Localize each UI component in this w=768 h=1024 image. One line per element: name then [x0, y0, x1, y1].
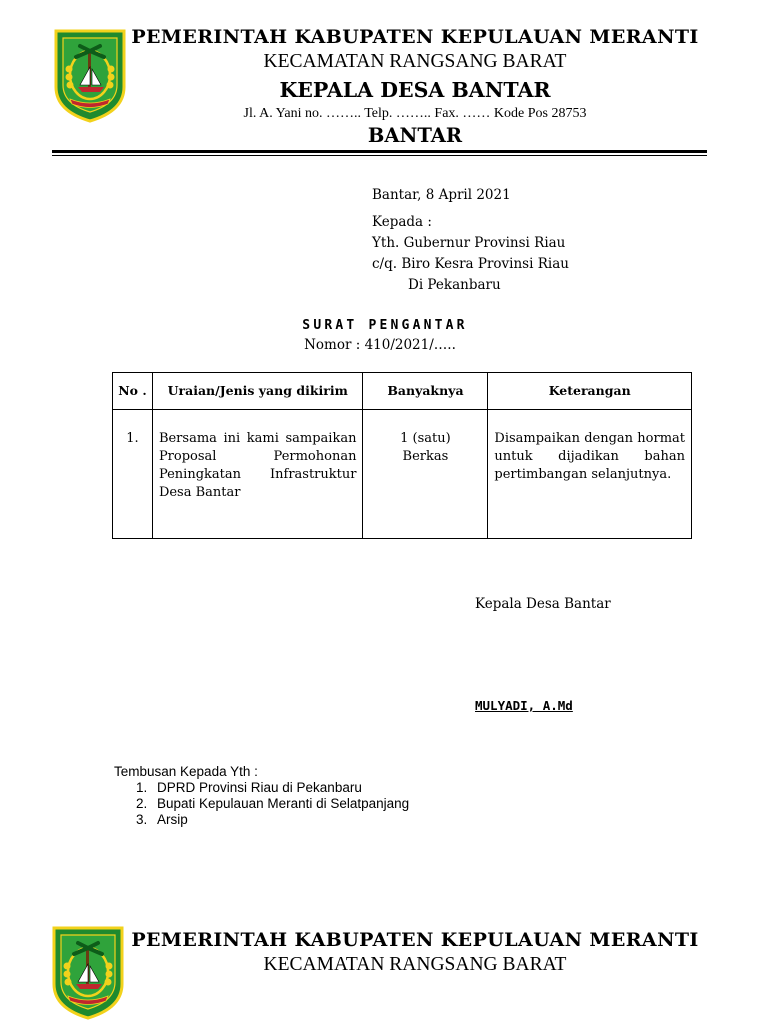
list-item: 3. Arsip: [136, 812, 188, 827]
footer-letterhead-government: PEMERINTAH KABUPATEN KEPULAUAN MERANTI: [131, 929, 699, 951]
items-table: [112, 372, 692, 539]
letterhead-government: PEMERINTAH KABUPATEN KEPULAUAN MERANTI: [131, 26, 699, 48]
list-item: 1. DPRD Provinsi Riau di Pekanbaru: [136, 780, 362, 795]
table-header-row: [113, 373, 692, 410]
letterhead-village-head: KEPALA DESA BANTAR: [279, 78, 551, 102]
letterhead-address: Jl. A. Yani no. …….. Telp. …….. Fax. …… Kode Pos 28753: [243, 106, 587, 121]
recipient-line-1: Yth. Gubernur Provinsi Riau: [372, 235, 566, 251]
cell-description: Bersama ini kami sampaikan Proposal Permohonan Peningkatan Infrastruktur Desa Bantar: [152, 410, 363, 539]
cc-list: [136, 780, 409, 828]
footer-letterhead-district: KECAMATAN RANGSANG BARAT: [263, 954, 567, 975]
letterhead-village-name: BANTAR: [367, 124, 463, 147]
cell-quantity: 1 (satu) Berkas: [363, 410, 488, 539]
recipient-label: Kepada :: [372, 214, 432, 230]
cell-no: 1.: [113, 410, 153, 539]
letterhead-divider-thin: [52, 155, 707, 156]
letter-title: SURAT PENGANTAR: [302, 318, 468, 333]
recipient-line-2: c/q. Biro Kesra Provinsi Riau: [372, 256, 569, 272]
table-row: [113, 410, 692, 539]
header-no: No .: [113, 373, 153, 410]
header-description: Uraian/Jenis yang dikirim: [152, 373, 363, 410]
cell-remarks: Disampaikan dengan hormat untuk dijadikan bahan pertimbangan selanjutnya.: [488, 410, 692, 539]
signature-title: Kepala Desa Bantar: [475, 596, 611, 612]
recipient-line-3: Di Pekanbaru: [408, 277, 501, 293]
signature-name: MULYADI, A.Md: [475, 698, 573, 713]
letter-number: Nomor : 410/2021/…..: [304, 337, 456, 353]
header-quantity: Banyaknya: [363, 373, 488, 410]
letterhead-district: KECAMATAN RANGSANG BARAT: [263, 51, 567, 72]
cc-label: Tembusan Kepada Yth :: [114, 764, 258, 779]
list-item: 2. Bupati Kepulauan Meranti di Selatpanjang: [136, 796, 410, 811]
date-place: Bantar, 8 April 2021: [372, 187, 511, 203]
header-remarks: Keterangan: [488, 373, 692, 410]
letterhead-divider: [52, 150, 707, 153]
